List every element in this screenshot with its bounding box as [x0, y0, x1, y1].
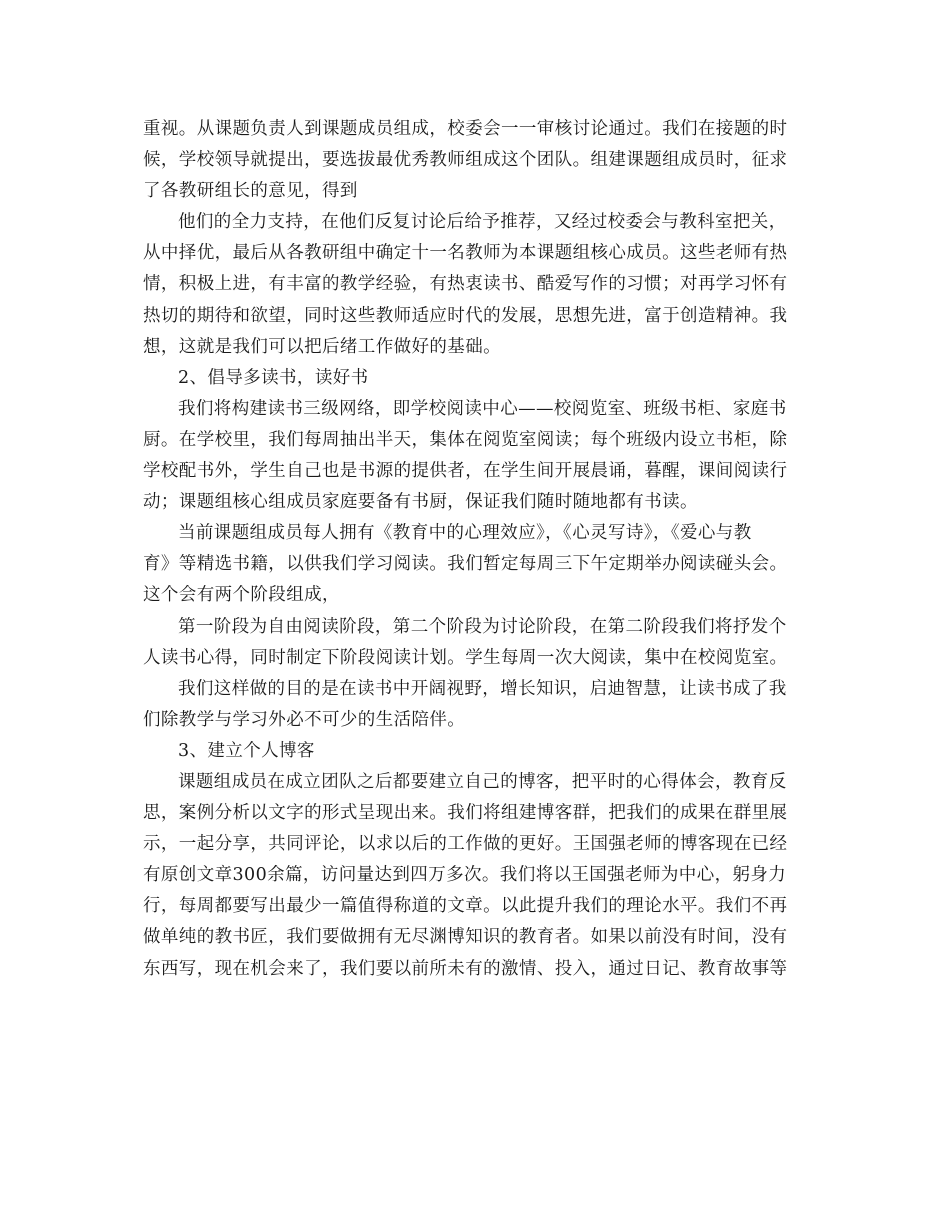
- text-line: 动；课题组核心组成员家庭要备有书厨，保证我们随时随地都有书读。: [143, 492, 698, 513]
- text-line: 我们将构建读书三级网络，即学校阅读中心——校阅览室、班级书柜、家庭书: [178, 398, 787, 419]
- text-line: 候，学校领导就提出，要选拔最优秀教师组成这个团队。组建课题组成员时，征求: [143, 150, 788, 171]
- text-line: 热切的期待和欲望，同时这些教师适应时代的发展，思想先进，富于创造精神。我: [143, 305, 788, 326]
- text-line: 育》等精选书籍，以供我们学习阅读。我们暂定每周三下午定期举办阅读碰头会。: [143, 554, 788, 575]
- text-line: 第一阶段为自由阅读阶段，第二个阶段为讨论阶段，在第二阶段我们将抒发个: [178, 616, 787, 637]
- text-line: 想，这就是我们可以把后绪工作做好的基础。: [143, 336, 501, 357]
- text-line: 厨。在学校里，我们每周抽出半天，集体在阅览室阅读；每个班级内设立书柜，除: [143, 429, 788, 450]
- text-line: 们除教学与学习外必不可少的生活陪伴。: [143, 709, 466, 730]
- text-line: 有原创文章300余篇，访问量达到四万多次。我们将以王国强老师为中心，躬身力: [143, 865, 787, 886]
- text-line: 我们这样做的目的是在读书中开阔视野，增长知识，启迪智慧，让读书成了我: [178, 678, 787, 699]
- document-body: [143, 114, 813, 985]
- text-line: 思，案例分析以文字的形式呈现出来。我们将组建博客群，把我们的成果在群里展: [143, 803, 788, 824]
- text-line: 3、建立个人博客: [178, 740, 315, 761]
- text-line: 人读书心得，同时制定下阶段阅读计划。学生每周一次大阅读，集中在校阅览室。: [143, 647, 788, 668]
- text-line: 东西写，现在机会来了，我们要以前所未有的激情、投入，通过日记、教育故事等: [143, 958, 788, 979]
- text-line: 示，一起分享，共同评论，以求以后的工作做的更好。王国强老师的博客现在已经: [143, 834, 788, 855]
- text-line: 2、倡导多读书，读好书: [178, 367, 369, 388]
- text-line: 从中择优，最后从各教研组中确定十一名教师为本课题组核心成员。这些老师有热: [143, 243, 788, 264]
- text-line: 行，每周都要写出最少一篇值得称道的文章。以此提升我们的理论水平。我们不再: [143, 896, 788, 917]
- text-line: 这个会有两个阶段组成，: [143, 585, 340, 606]
- text-line: 课题组成员在成立团队之后都要建立自己的博客，把平时的心得体会，教育反: [178, 771, 787, 792]
- text-line: 他们的全力支持，在他们反复讨论后给予推荐，又经过校委会与教科室把关，: [178, 212, 787, 233]
- text-line: 重视。从课题负责人到课题成员组成，校委会一一审核讨论通过。我们在接题的时: [143, 119, 788, 139]
- text-line: 了各教研组长的意见，得到: [143, 181, 358, 202]
- text-line: 当前课题组成员每人拥有《教育中的心理效应》，《心灵写诗》，《爱心与教: [178, 523, 752, 544]
- text-line: 学校配书外，学生自己也是书源的提供者，在学生间开展晨诵，暮醒，课间阅读行: [143, 461, 788, 482]
- text-line: 情，积极上进，有丰富的教学经验，有热衷读书、酷爱写作的习惯；对再学习怀有: [143, 274, 788, 295]
- text-line: 做单纯的教书匠，我们要做拥有无尽渊博知识的教育者。如果以前没有时间，没有: [143, 927, 788, 948]
